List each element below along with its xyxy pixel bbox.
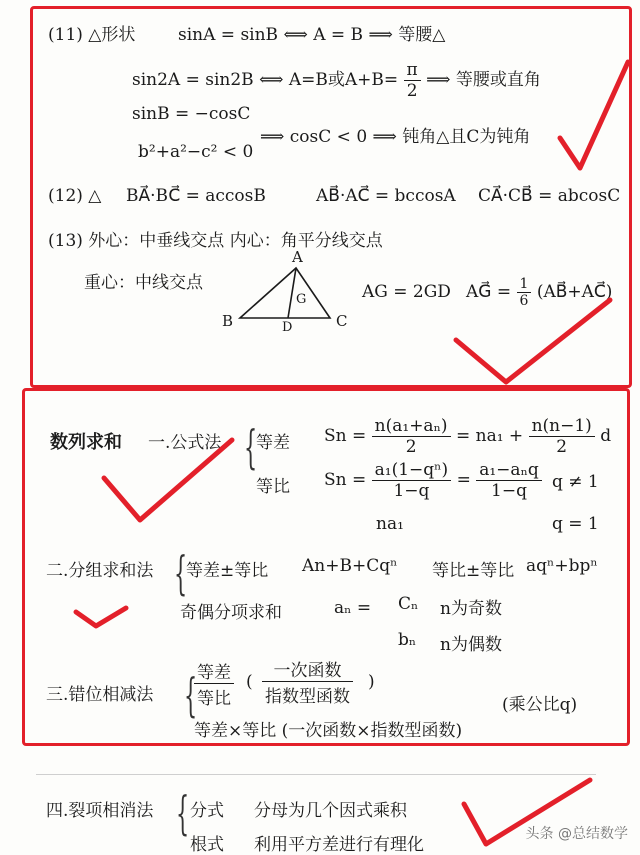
- m4-brace: {: [176, 786, 190, 840]
- m1-geo-formula: [324, 460, 542, 501]
- m3-paren: (: [246, 672, 253, 692]
- m2-r1a: 等差±等比: [186, 561, 269, 581]
- s13-row1: (13) 外心：中垂线交点 内心：角平分线交点: [48, 231, 383, 251]
- s13-eq2-lhs: AG⃗ =: [466, 282, 512, 302]
- s13-eq1: AG = 2GD: [362, 282, 451, 302]
- m2-c1-text: n为奇数: [440, 599, 502, 619]
- geo-eq: =: [456, 470, 471, 490]
- m2-r1d: aqⁿ+bpⁿ: [526, 556, 598, 576]
- m4-label: 四.裂项相消法: [46, 801, 154, 821]
- vertex-c-label: C: [336, 312, 348, 330]
- geo-frac2: $\frac{\text{a₁−aₙq}}{1-q}$: [476, 460, 542, 501]
- geo-case2: na₁: [376, 514, 404, 534]
- geo-cond1: q ≠ 1: [552, 472, 599, 492]
- s11-row3: sinB = −cosC: [132, 104, 251, 124]
- m3-brace: {: [184, 668, 198, 722]
- m3-paren-close: ): [368, 672, 375, 692]
- m2-brace: {: [174, 546, 188, 600]
- m2-r1c: 等比±等比: [432, 561, 515, 581]
- m1-arith-label: 等差: [256, 433, 290, 453]
- m2-c1: Cₙ: [398, 594, 419, 614]
- s12-f1: BA⃗·BC⃗ = accosB: [126, 186, 266, 206]
- m2-label: 二.分组求和法: [46, 561, 154, 581]
- m4-r1b: 分母为几个因式乘积: [254, 801, 407, 821]
- s11-row2-text: sin2A = sin2B ⟺ A=B或A+B=: [132, 70, 399, 90]
- section-divider: [36, 774, 596, 775]
- point-d-label: D: [282, 320, 293, 335]
- arith-frac2: $\frac{n(n-1)}{2}$: [529, 416, 595, 457]
- m4-r2b: 利用平方差进行有理化: [254, 835, 424, 855]
- watermark: 头条 @总结数学: [525, 826, 628, 842]
- m2-r1b: An+B+Cqⁿ: [302, 556, 398, 576]
- m3-label: 三.错位相减法: [46, 685, 154, 705]
- m1-label: 一.公式法: [148, 433, 222, 453]
- series-heading: 数列求和: [50, 432, 122, 453]
- arith-frac1: $\frac{\text{n(a₁+aₙ)}}{2}$: [372, 416, 451, 457]
- point-g-label: G: [296, 292, 307, 307]
- arith-tail: d: [600, 426, 612, 446]
- s11-label: (11) △形状: [48, 25, 136, 45]
- s12-f3: CA⃗·CB⃗ = abcosC: [478, 186, 621, 206]
- m1-geo-label: 等比: [256, 477, 290, 497]
- m3-frac-arith-geo: 等差 等比: [194, 658, 234, 709]
- s12-f2: AB⃗·AC⃗ = bccosA: [316, 186, 456, 206]
- m3-row2: 等差×等比 (一次函数×指数型函数): [194, 721, 463, 741]
- arith-lhs: Sn =: [324, 426, 367, 446]
- vertex-a-label: A: [292, 248, 303, 266]
- s11-row1: sinA = sinB ⟺ A = B ⟹ 等腰△: [178, 25, 446, 45]
- s13-eq2: [466, 276, 612, 309]
- geo-cond2: q = 1: [552, 514, 599, 534]
- m4-r1a: 分式: [190, 801, 224, 821]
- m2-c2-text: n为偶数: [440, 635, 502, 655]
- m4-r2a: 根式: [190, 835, 224, 855]
- s13-row2: 重心：中线交点: [84, 273, 203, 293]
- s11-row4: b²+a²−c² < 0: [138, 142, 254, 162]
- s11-row34-result: ⟹ cosC < 0 ⟹ 钝角△且C为钝角: [260, 127, 531, 147]
- m3-frac-func: 一次函数 指数型函数: [262, 656, 353, 707]
- vertex-b-label: B: [222, 312, 234, 330]
- m2-c2: bₙ: [398, 630, 417, 650]
- geo-frac1: $\frac{\text{a₁(1−qⁿ)}}{1-q}$: [372, 460, 452, 501]
- one-sixth: $\frac{1}{6}$: [517, 276, 532, 309]
- s11-row2-result: ⟹ 等腰或直角: [426, 70, 541, 90]
- m1-arith-formula: [324, 416, 611, 457]
- m1-brace: {: [244, 420, 258, 474]
- s13-eq2-rhs: (AB⃗+AC⃗): [536, 282, 613, 302]
- m2-r2a: 奇偶分项求和: [180, 603, 282, 623]
- s12-label: (12) △: [48, 186, 102, 206]
- s11-row2: [132, 60, 541, 101]
- geo-lhs: Sn =: [324, 470, 367, 490]
- pi-over-two: $\frac{\pi}{2}$: [404, 60, 421, 101]
- m3-note: (乘公比q): [502, 695, 578, 715]
- arith-mid: = na₁ +: [455, 426, 524, 446]
- m2-r2b: aₙ =: [334, 598, 372, 618]
